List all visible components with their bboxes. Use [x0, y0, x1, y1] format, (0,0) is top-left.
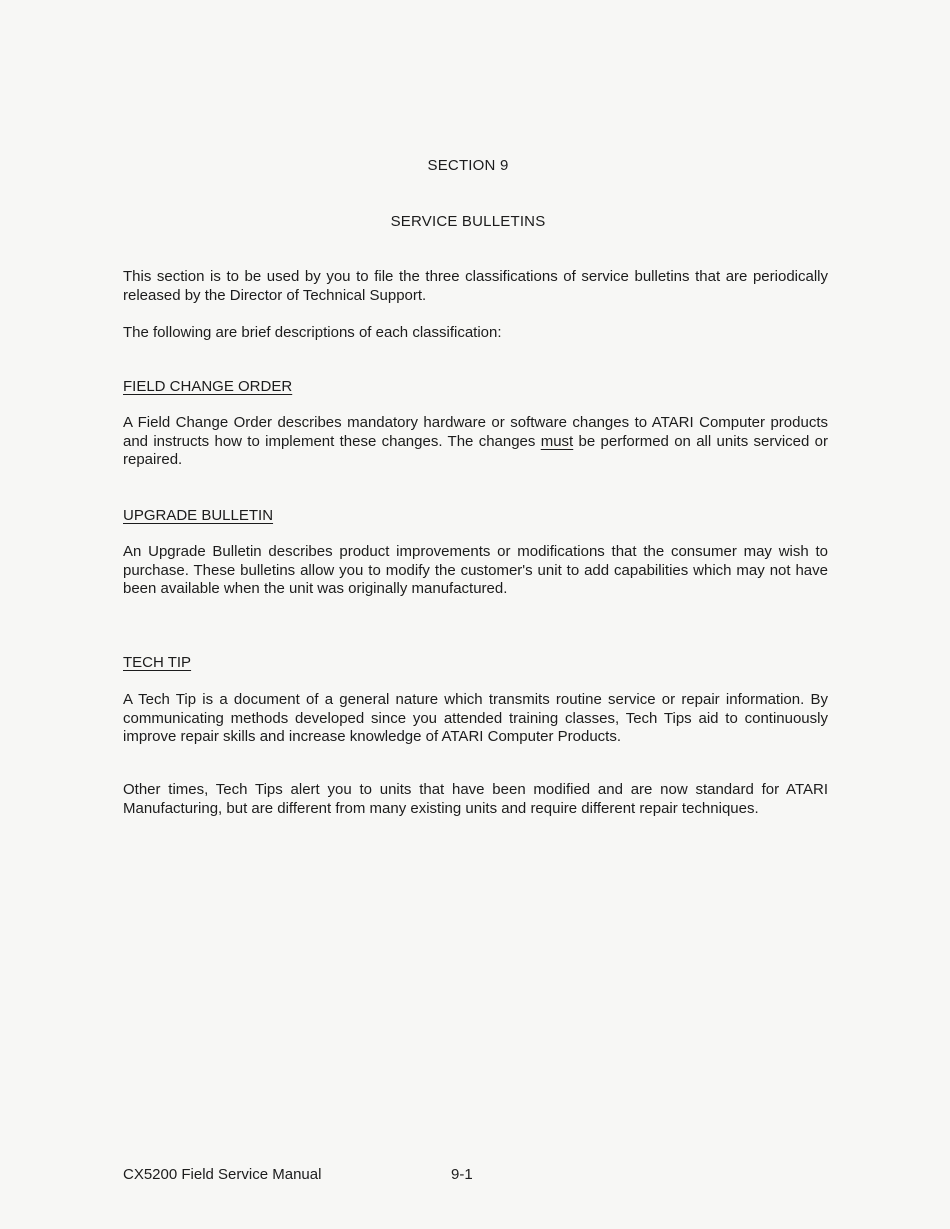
field-change-order-body	[123, 414, 828, 470]
field-change-order-text-end: be performed on all units serviced or repaired.	[123, 432, 828, 468]
tech-tip-body-second: Other times, Tech Tips alert you to units that have been modified and are now standard for ATARI Manufacturing, but are different from many existing units and require different repair techniques.	[123, 781, 828, 817]
intro-paragraph: This section is to be used by you to file the three classifications of service bulletins that are periodically released by the Director of Technical Support.	[123, 268, 828, 304]
field-change-order-text-start: A Field Change Order describes mandatory hardware or software changes to ATARI Computer products and instructs how to implement these changes. The changes	[123, 414, 828, 450]
tech-tip-body-first: A Tech Tip is a document of a general nature which transmits routine service or repair information. By communicating methods developed since you attended training classes, Tech Tips aid to continuously improve repair skills and increase knowledge of ATARI Computer Products.	[123, 691, 828, 745]
section-number: SECTION 9	[427, 157, 509, 174]
section-title: SERVICE BULLETINS	[390, 213, 546, 230]
field-change-order-heading: FIELD CHANGE ORDER	[123, 378, 293, 395]
intro-lead-in: The following are brief descriptions of each classification:	[123, 324, 502, 341]
upgrade-bulletin-body: An Upgrade Bulletin describes product improvements or modifications that the consumer may wish to purchase. These bulletins allow you to modify the customer's unit to add capabilities which may not have been available when the unit was originally manufactured.	[123, 543, 828, 597]
footer-page-number: 9-1	[451, 1166, 473, 1183]
footer-manual-name: CX5200 Field Service Manual	[123, 1166, 322, 1183]
field-change-order-emphasis: must	[540, 432, 574, 450]
tech-tip-heading: TECH TIP	[123, 654, 192, 671]
upgrade-bulletin-heading: UPGRADE BULLETIN	[123, 507, 274, 524]
